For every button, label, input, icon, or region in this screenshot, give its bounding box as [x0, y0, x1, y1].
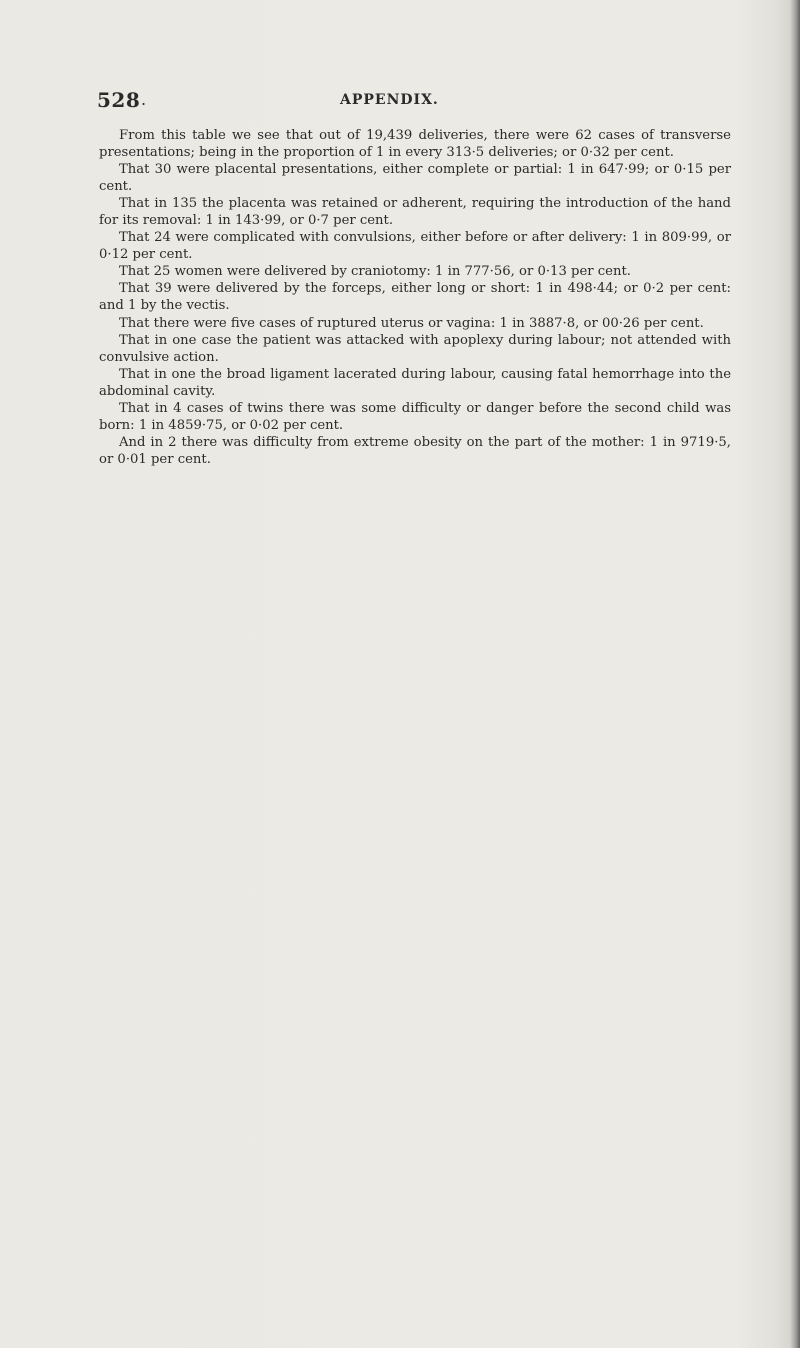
paragraph-apoplexy: That in one case the patient was attacked with apoplexy during labour; not attended with convulsive action. [99, 332, 731, 365]
page-edge-shadow [790, 0, 800, 1348]
header-separator: . [141, 90, 147, 109]
paragraph-obesity: And in 2 there was difficulty from extreme obesity on the part of the mother: 1 in 9719·5, or 0·01 per cent. [99, 434, 731, 467]
paragraph-forceps: That 39 were delivered by the forceps, either long or short: 1 in 498·44; or 0·2 per cent: and 1 by the vectis. [99, 281, 731, 314]
page-header [97, 88, 727, 114]
paragraph-ruptured-uterus: That there were five cases of ruptured uterus or vagina: 1 in 3887·8, or 00·26 per cent. [119, 315, 704, 331]
paragraph-craniotomy: That 25 women were delivered by craniotomy: 1 in 777·56, or 0·13 per cent. [119, 264, 631, 280]
running-title: APPENDIX. [340, 92, 439, 108]
page-number: 528 [97, 88, 141, 112]
body-text [99, 127, 731, 468]
paragraph-placental-presentations: That 30 were placental presentations, either complete or partial: 1 in 647·99; or 0·15 per cent. [99, 162, 731, 195]
paragraph-transverse-presentations: From this table we see that out of 19,439 deliveries, there were 62 cases of transverse presentations; being in the proportion of 1 in every 313·5 deliveries; or 0·32 per cent. [99, 128, 731, 161]
paragraph-retained-placenta: That in 135 the placenta was retained or adherent, requiring the introduction of the hand for its removal: 1 in 143·99, or 0·7 per cent. [99, 196, 731, 229]
paragraph-broad-ligament: That in one the broad ligament lacerated during labour, causing fatal hemorrhage into the abdominal cavity. [99, 366, 731, 399]
paragraph-twins: That in 4 cases of twins there was some difficulty or danger before the second child was born: 1 in 4859·75, or 0·02 per cent. [99, 400, 731, 433]
paragraph-convulsions: That 24 were complicated with convulsions, either before or after delivery: 1 in 809·99, or 0·12 per cent. [99, 230, 731, 263]
